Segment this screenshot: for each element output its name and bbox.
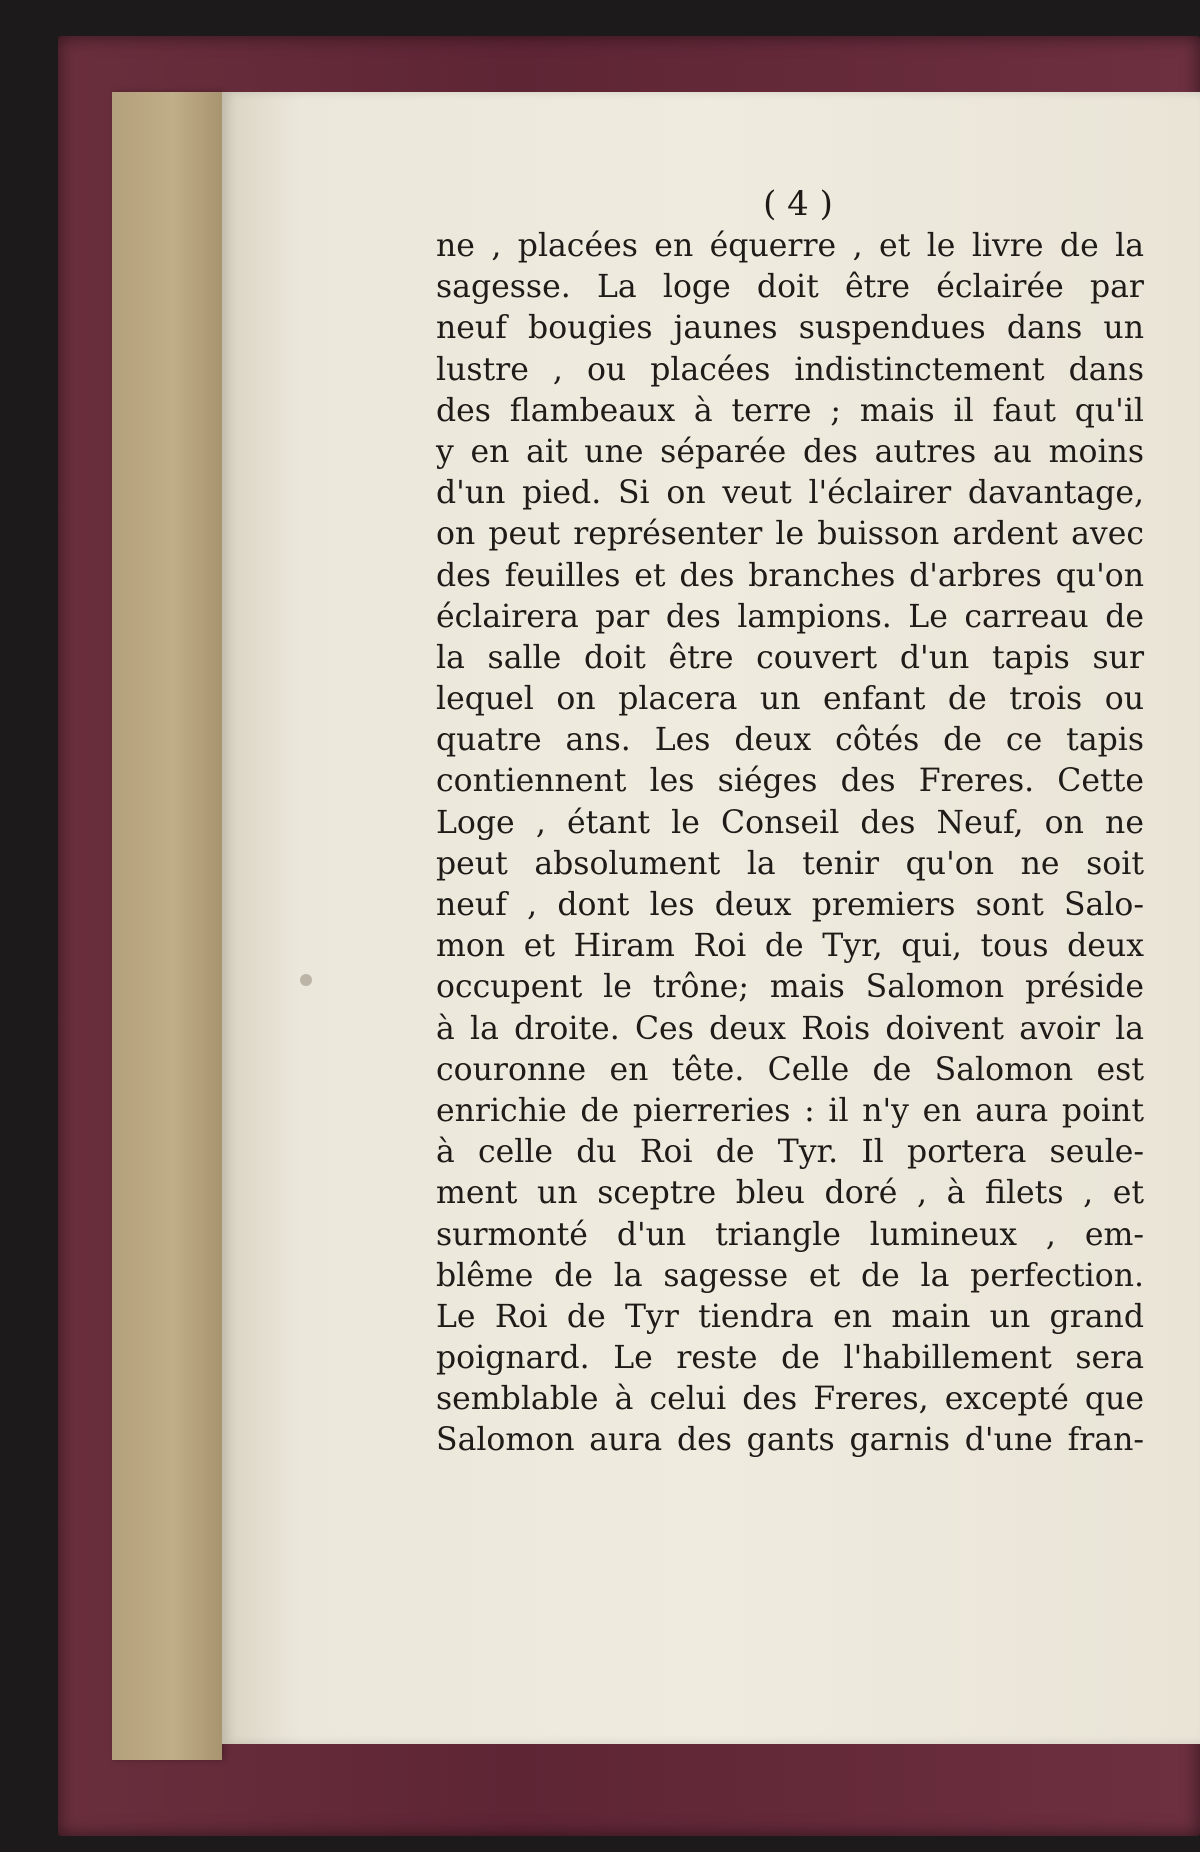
text-line: peut absolument la tenir qu'on ne soit	[436, 845, 1144, 882]
text-line: poignard. Le reste de l'habillement sera	[436, 1340, 1144, 1377]
text-line: surmonté d'un triangle lumineux , em-	[436, 1216, 1144, 1253]
text-line: Salomon aura des gants garnis d'une fran-	[436, 1422, 1144, 1459]
text-line: blême de la sagesse et de la perfection.	[436, 1257, 1144, 1294]
text-line: enrichie de pierreries : il n'y en aura point	[436, 1092, 1144, 1129]
text-line: y en ait une séparée des autres au moins	[436, 433, 1144, 470]
text-line: à la droite. Ces deux Rois doivent avoir la	[436, 1010, 1144, 1047]
text-line: des feuilles et des branches d'arbres qu'on	[436, 557, 1144, 594]
text-line: semblable à celui des Freres, excepté que	[436, 1381, 1144, 1418]
text-line: ne , placées en équerre , et le livre de la	[436, 228, 1144, 264]
text-line: lequel on placera un enfant de trois ou	[436, 681, 1144, 718]
page-stain	[300, 974, 312, 986]
text-line: lustre , ou placées indistinctement dans	[436, 351, 1144, 388]
text-line: couronne en tête. Celle de Salomon est	[436, 1051, 1144, 1088]
page-text-block	[436, 226, 1144, 1462]
text-line: on peut représenter le buisson ardent avec	[436, 516, 1144, 553]
text-line: des flambeaux à terre ; mais il faut qu'il	[436, 392, 1144, 429]
endpaper	[112, 92, 222, 1760]
text-line: Le Roi de Tyr tiendra en main un grand	[436, 1298, 1144, 1335]
text-line: quatre ans. Les deux côtés de ce tapis	[436, 722, 1144, 759]
text-line: contiennent les siéges des Freres. Cette	[436, 763, 1144, 800]
text-line: à celle du Roi de Tyr. Il portera seule-	[436, 1134, 1144, 1171]
text-line: d'un pied. Si on veut l'éclairer davantage,	[436, 475, 1144, 512]
text-line: neuf , dont les deux premiers sont Salo-	[436, 887, 1144, 923]
text-line: la salle doit être couvert d'un tapis sur	[436, 639, 1144, 676]
text-line: neuf bougies jaunes suspendues dans un	[436, 310, 1144, 347]
text-line: Loge , étant le Conseil des Neuf, on ne	[436, 804, 1144, 841]
text-line: occupent le trône; mais Salomon préside	[436, 969, 1144, 1006]
text-line: sagesse. La loge doit être éclairée par	[436, 269, 1144, 306]
text-line: mon et Hiram Roi de Tyr, qui, tous deux	[436, 928, 1144, 965]
text-line: éclairera par des lampions. Le carreau de	[436, 598, 1144, 635]
text-line: ment un sceptre bleu doré , à filets , et	[436, 1175, 1144, 1212]
page-number: ( 4 )	[763, 184, 833, 224]
